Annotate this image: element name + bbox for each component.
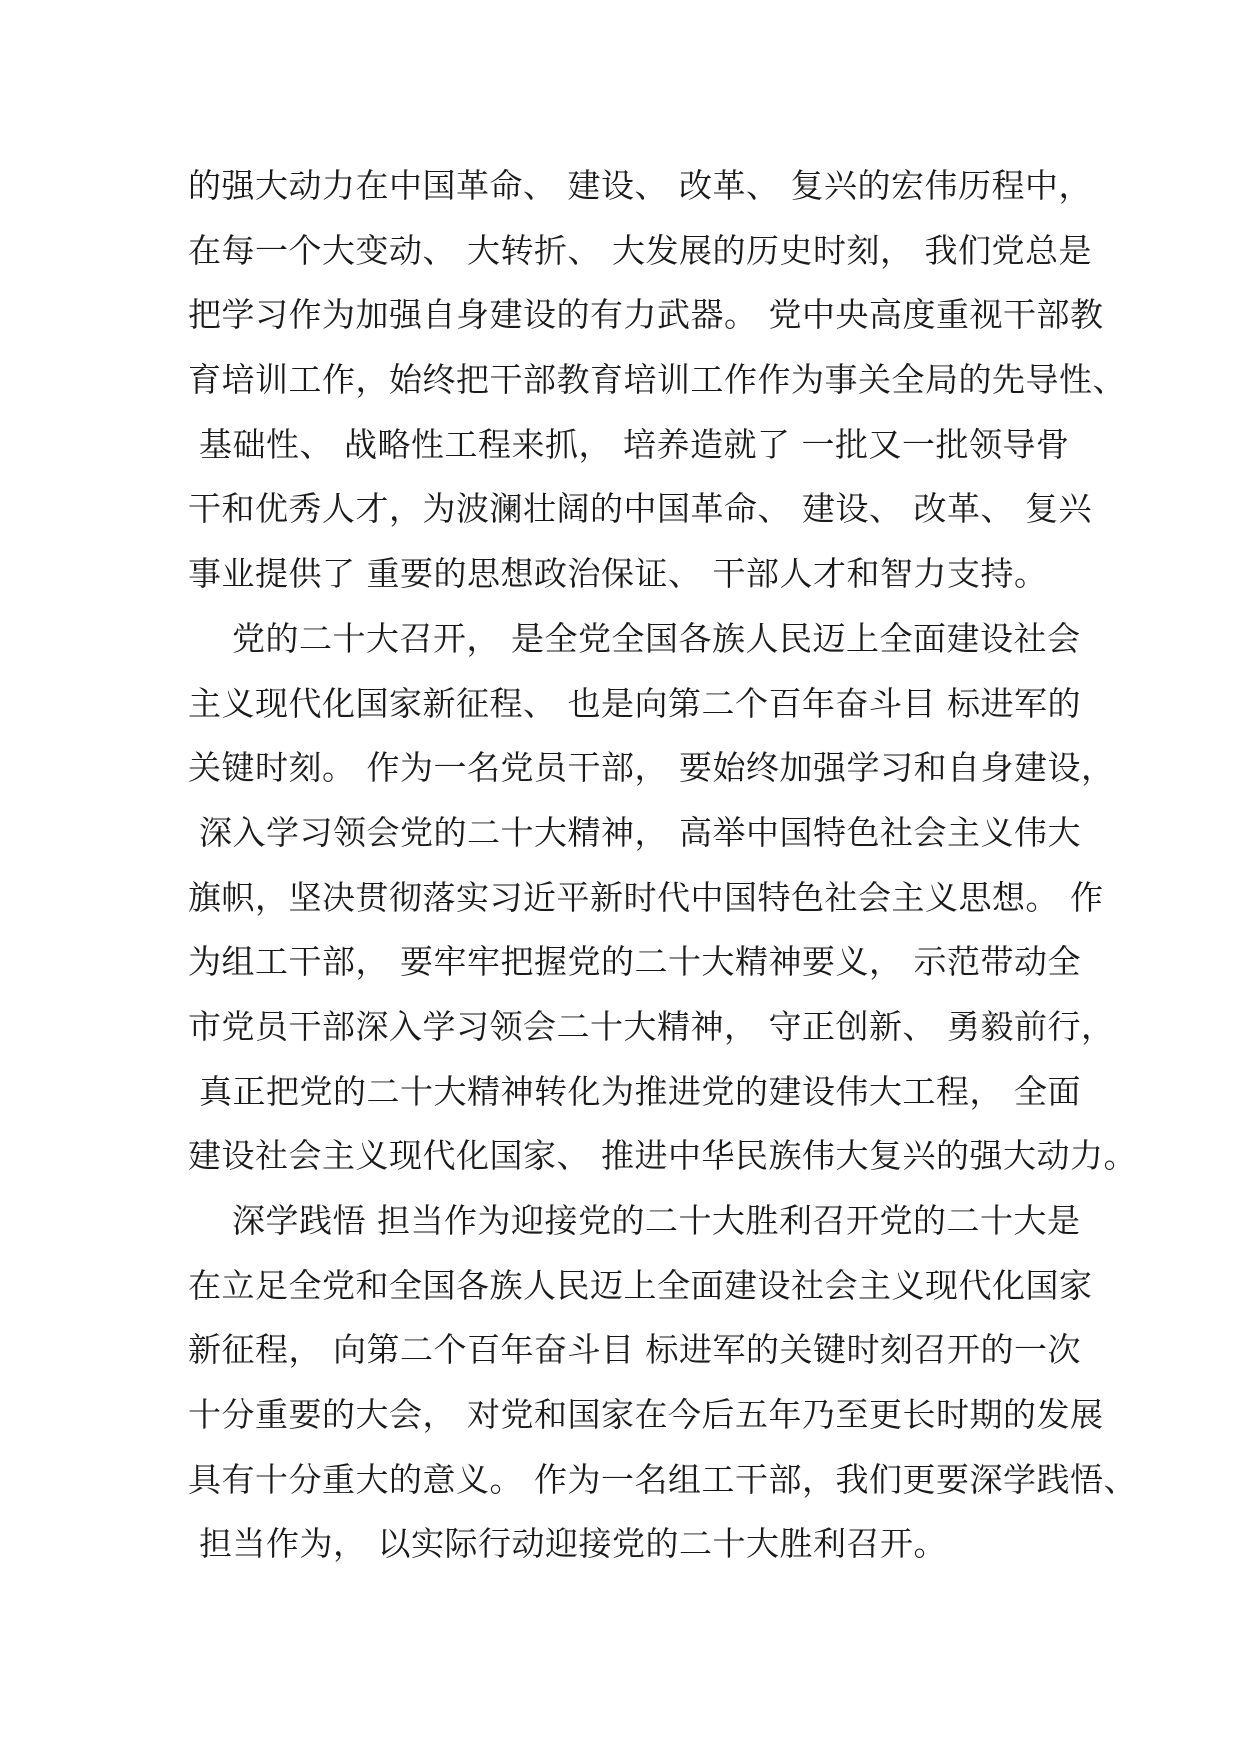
text-line: 主义现代化国家新征程、 也是向第二个百年奋斗目 标进军的 bbox=[188, 683, 1081, 723]
text-line: 育培训工作，始终把干部教育培训工作作为事关全局的先导性、 bbox=[188, 360, 1126, 400]
text-line: 新征程， 向第二个百年奋斗目 标进军的关键时刻召开的一次 bbox=[188, 1330, 1081, 1370]
text-line: 建设社会主义现代化国家、 推进中华民族伟大复兴的强大动力。 bbox=[188, 1136, 1137, 1176]
text-line: 为组工干部， 要牢牢把握党的二十大精神要义， 示范带动全 bbox=[188, 942, 1081, 982]
text-line: 关键时刻。 作为一名党员干部， 要始终加强学习和自身建设， bbox=[188, 748, 1115, 788]
text-line: 深学践悟 担当作为迎接党的二十大胜利召开党的二十大是 bbox=[188, 1201, 1081, 1240]
text-line: 干和优秀人才，为波澜壮阔的中国革命、 建设、 改革、 复兴 bbox=[188, 489, 1092, 529]
text-line: 真正把党的二十大精神转化为推进党的建设伟大工程， 全面 bbox=[188, 1071, 1081, 1111]
text-line: 旗帜，坚决贯彻落实习近平新时代中国特色社会主义思想。 作 bbox=[188, 877, 1104, 917]
body-text bbox=[188, 166, 1137, 1589]
text-line: 基础性、 战略性工程来抓， 培养造就了 一批又一批领导骨 bbox=[188, 424, 1070, 464]
text-line: 的强大动力在中国革命、 建设、 改革、 复兴的宏伟历程中， bbox=[188, 166, 1092, 205]
text-line: 具有十分重大的意义。 作为一名组工干部，我们更要深学践悟、 bbox=[188, 1459, 1137, 1499]
text-line: 市党员干部深入学习领会二十大精神， 守正创新、 勇毅前行， bbox=[188, 1006, 1115, 1046]
text-line: 在每一个大变动、 大转折、 大发展的历史时刻， 我们党总是 bbox=[188, 230, 1092, 270]
text-line: 把学习作为加强自身建设的有力武器。 党中央高度重视干部教 bbox=[188, 295, 1104, 335]
text-line: 深入学习领会党的二十大精神， 高举中国特色社会主义伟大 bbox=[188, 812, 1081, 852]
text-line: 在立足全党和全国各族人民迈上全面建设社会主义现代化国家 bbox=[188, 1265, 1093, 1305]
text-line: 十分重要的大会， 对党和国家在今后五年乃至更长时期的发展 bbox=[188, 1395, 1104, 1435]
text-line: 担当作为， 以实际行动迎接党的二十大胜利召开。 bbox=[188, 1524, 947, 1564]
text-line: 事业提供了 重要的思想政治保证、 干部人才和智力支持。 bbox=[188, 554, 1048, 594]
text-line: 党的二十大召开， 是全党全国各族人民迈上全面建设社会 bbox=[188, 618, 1081, 658]
